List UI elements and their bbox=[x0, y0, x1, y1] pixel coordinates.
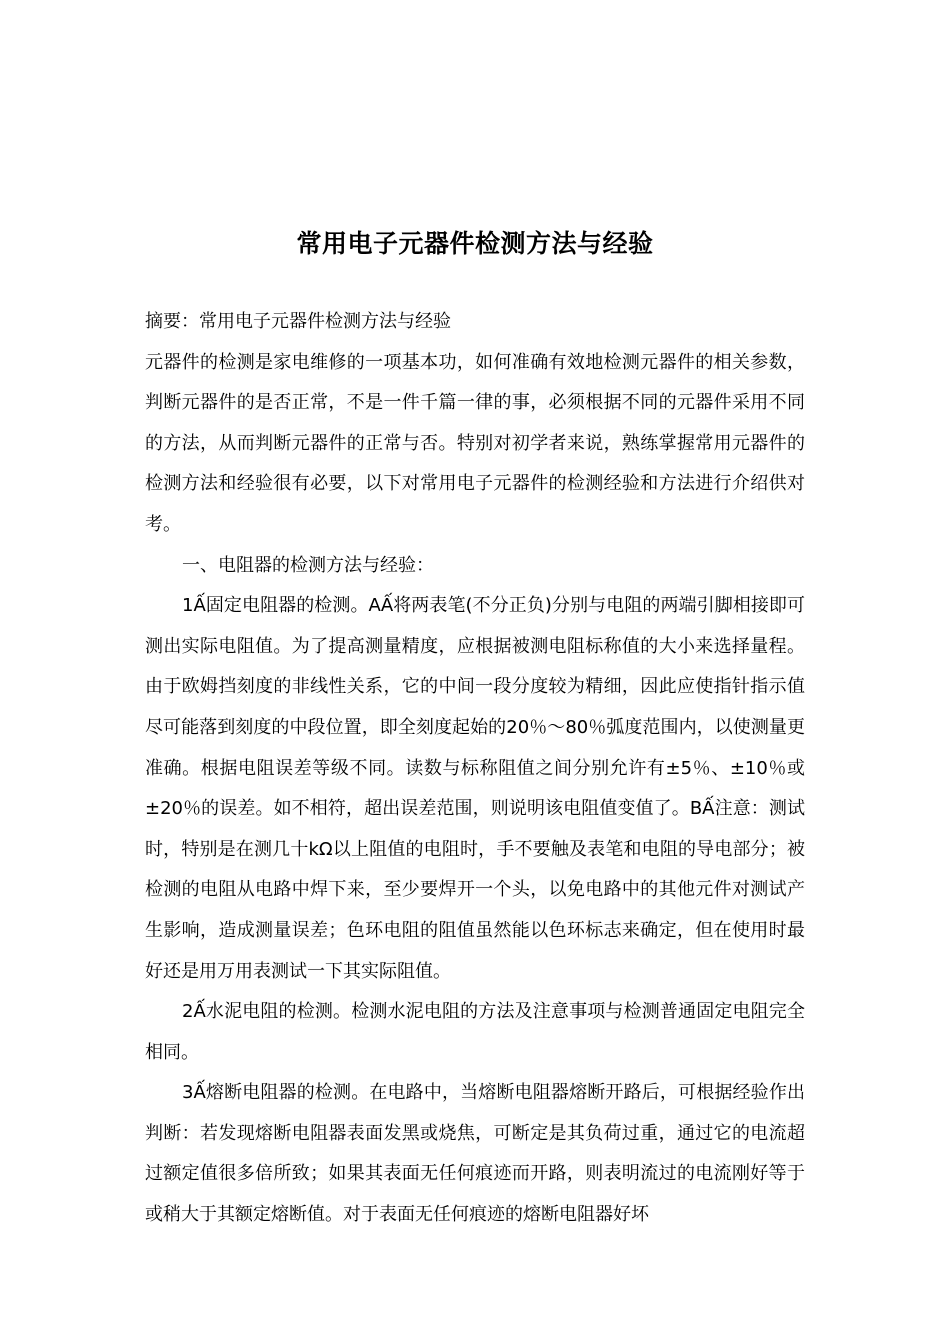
paragraph-fixed-resistor: 1Ấ固定电阻器的检测。AẤ将两表笔(不分正负)分别与电阻的两端引脚相接即可测出实际电阻值。为了提高测量精度，应根据被测电阻标称值的大小来选择量程。由于欧姆挡刻度的非线性关系，它的中间一段分度较为精细，因此应使指针指示值尽可能落到刻度的中段位置，即全刻度起始的20％～80％弧度范围内，以使测量更准确。根据电阻误差等级不同。读数与标称阻值之间分别允许有±5％、±10％或±20％的误差。如不相符，超出误差范围，则说明该电阻值变值了。BẤ注意：测试时，特别是在测几十kΩ以上阻值的电阻时，手不要触及表笔和电阻的导电部分；被检测的电阻从电路中焊下来，至少要焊开一个头，以免电路中的其他元件对测试产生影响，造成测量误差；色环电阻的阻值虽然能以色环标志来确定，但在使用时最好还是用万用表测试一下其实际阻值。 bbox=[145, 595, 805, 982]
document-title: 常用电子元器件检测方法与经验 bbox=[296, 229, 654, 258]
abstract-heading: 摘要：常用电子元器件检测方法与经验 bbox=[145, 311, 451, 332]
paragraph-cement-resistor: 2Ấ水泥电阻的检测。检测水泥电阻的方法及注意事项与检测普通固定电阻完全相同。 bbox=[145, 1001, 805, 1063]
intro-paragraph: 元器件的检测是家电维修的一项基本功，如何准确有效地检测元器件的相关参数，判断元器件的是否正常，不是一件千篇一律的事，必须根据不同的元器件采用不同的方法，从而判断元器件的正常与否。特别对初学者来说，熟练掌握常用元器件的检测方法和经验很有必要，以下对常用电子元器件的检测经验和方法进行介绍供对考。 bbox=[145, 351, 805, 535]
paragraph-fuse-resistor: 3Ấ熔断电阻器的检测。在电路中，当熔断电阻器熔断开路后，可根据经验作出判断：若发现熔断电阻器表面发黑或烧焦，可断定是其负荷过重，通过它的电流超过额定值很多倍所致；如果其表面无任何痕迹而开路，则表明流过的电流刚好等于或稍大于其额定熔断值。对于表面无任何痕迹的熔断电阻器好坏 bbox=[145, 1082, 805, 1226]
section-heading-resistor: 一、电阻器的检测方法与经验： bbox=[182, 554, 434, 576]
document-body bbox=[145, 302, 805, 1236]
